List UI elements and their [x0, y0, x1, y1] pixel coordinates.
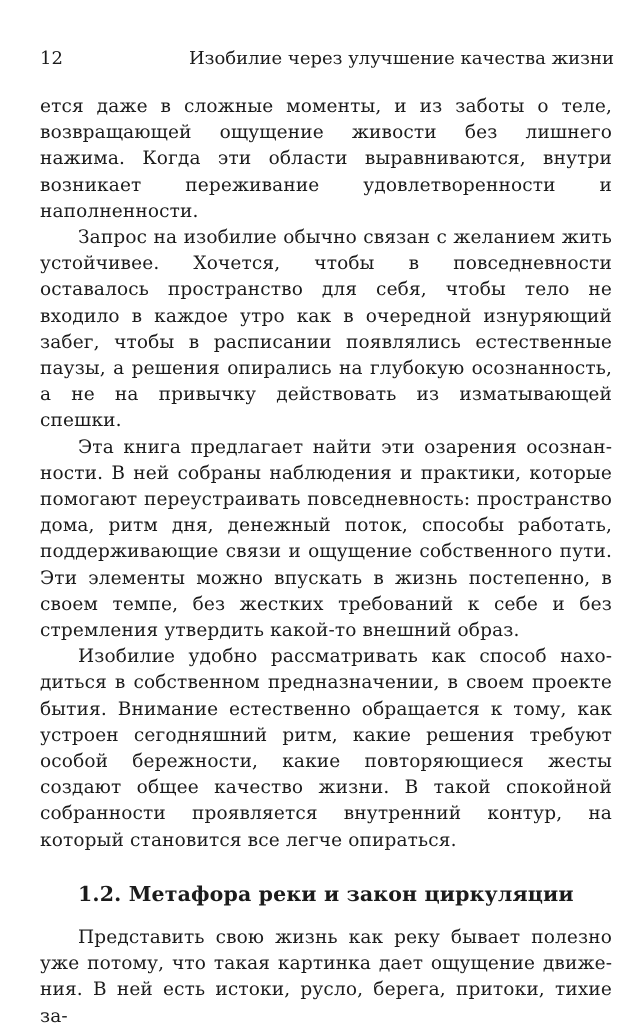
paragraph: Эта книга предлагает найти эти озарения осознанности. В ней собраны наблюдения и практики, которые помогают переустраивать повседневность: пространство дома, ритм дня, денежный поток, способы работать, поддерживающие связи и ощущение собственного пути. Эти элементы можно впускать в жизнь постепенно, в своем темпе, без жестких требований к себе и без стремления утвердить какой-то внешний образ. — [40, 436, 612, 642]
section-heading: 1.2. Метафора реки и закон циркуляции — [78, 881, 574, 906]
page-number: 12 — [40, 48, 63, 69]
body-text — [40, 94, 612, 1030]
paragraph: Запрос на изобилие обычно связан с желанием жить устойчивее. Хочется, чтобы в повседневности оставалось пространство для себя, чтобы тело не входило в каждое утро как в очередной изнуряющий забег, чтобы в расписании появлялись естественные паузы, а решения опирались на глубокую осознанность, а не на привычку действовать из изматывающей спешки. — [40, 227, 612, 432]
section-paragraph: Представить свою жизнь как реку бывает полезно уже потому, что такая картинка дает ощущение движения. В ней есть истоки, русло, берега, притоки, тихие за- — [40, 926, 612, 1027]
running-title: Изобилие через улучшение качества жизни — [188, 48, 614, 69]
paragraph: Изобилие удобно рассматривать как способ находиться в собственном предназначении, в своем проекте бытия. Внимание естественно обращается к тому, как устроен сегодняшний ритм, какие решения требуют особой бережности, какие повторяющиеся жесты создают общее качество жизни. В такой спокойной собранности проявляется внутренний контур, на который становится все легче опираться. — [40, 646, 612, 851]
paragraph-continuation: ется даже в сложные моменты, и из заботы о теле, возвращающей ощущение живости без лишнего нажима. Когда эти области выравниваются, внутри возникает переживание удовлетворенности и наполненности. — [40, 96, 612, 222]
running-head — [40, 46, 614, 72]
